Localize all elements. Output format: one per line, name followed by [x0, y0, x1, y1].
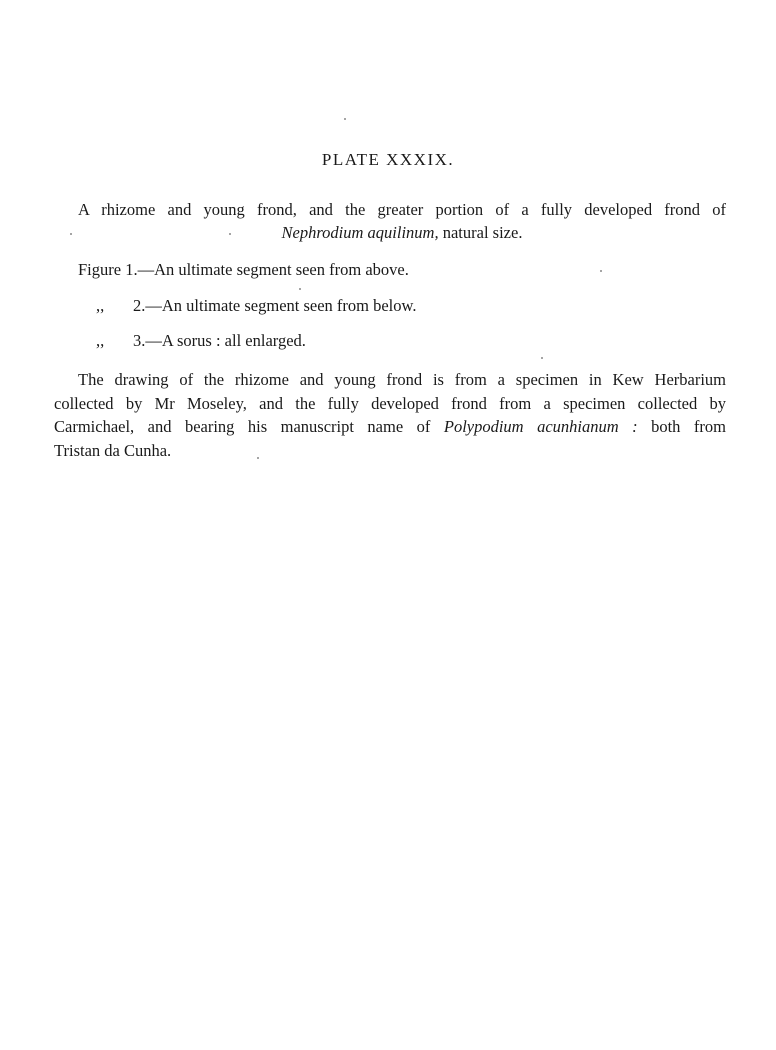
ditto-mark: ,,	[96, 296, 105, 315]
paper-speck	[600, 270, 602, 272]
figure-caption-2	[78, 296, 417, 316]
description-species-line	[78, 221, 726, 244]
figure-label: 2.—An ultimate segment seen from below.	[133, 296, 417, 315]
plate-description	[78, 198, 726, 244]
description-line: A rhizome and young frond, and the greater portion of a fully developed frond of	[78, 200, 726, 219]
note-line-species	[54, 415, 726, 439]
ditto-mark: ,,	[96, 331, 105, 350]
species-name: Polypodium acunhianum :	[443, 417, 638, 436]
plate-title: PLATE XXXIX.	[321, 150, 455, 169]
paper-speck	[344, 118, 346, 120]
figure-label: 3.—A sorus : all enlarged.	[133, 331, 306, 350]
figure-caption-1	[78, 260, 409, 280]
note-line: The drawing of the rhizome and young frond is from a specimen in Kew Herbarium	[78, 370, 726, 389]
figure-prefix: Figure	[78, 260, 126, 279]
paper-speck	[229, 233, 231, 235]
note-text: Carmichael, and bearing his manuscript name of	[54, 417, 444, 436]
paper-speck	[70, 233, 72, 235]
paper-speck	[299, 288, 301, 290]
paper-speck	[541, 357, 543, 359]
note-line: Tristan da Cunha.	[54, 440, 172, 460]
figure-caption-3	[78, 331, 306, 351]
specimen-note	[54, 368, 726, 462]
figure-label: 1.—An ultimate segment seen from above.	[125, 260, 409, 279]
note-line: collected by Mr Moseley, and the fully developed frond from a specimen collected by	[54, 393, 726, 413]
species-name: Nephrodium aquilinum,	[281, 223, 439, 242]
description-suffix: natural size.	[438, 223, 523, 242]
paper-speck	[257, 457, 259, 459]
note-text: both from	[637, 417, 726, 436]
